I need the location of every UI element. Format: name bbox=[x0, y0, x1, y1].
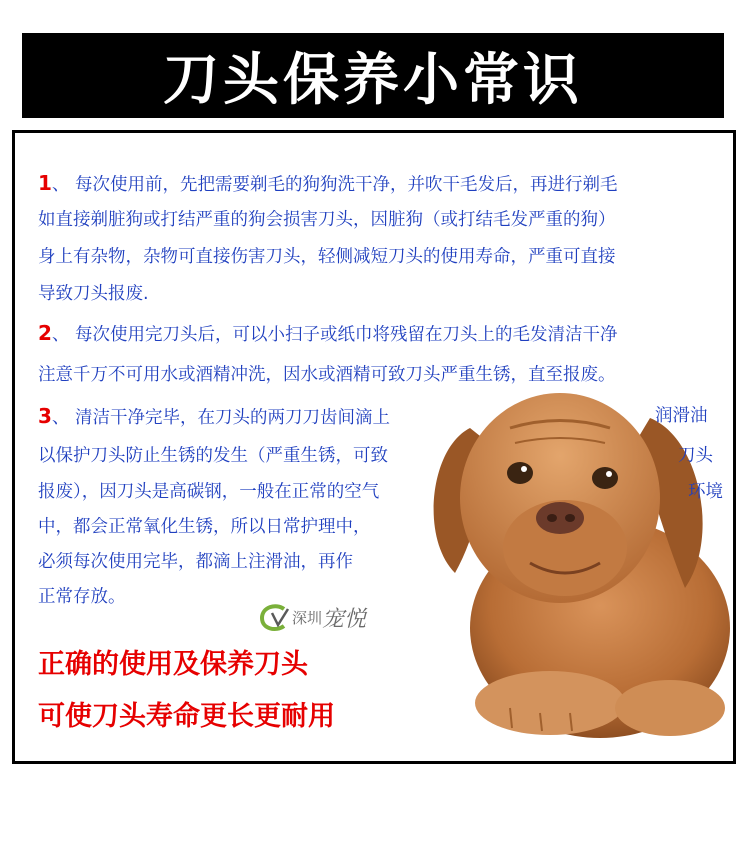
puppy-image bbox=[400, 388, 740, 748]
watermark bbox=[258, 602, 366, 633]
section3-line5: 必须每次使用完毕，都滴上注滑油，再作 bbox=[38, 552, 353, 572]
section3-line3-right: 环境 bbox=[688, 482, 723, 502]
brand-logo-icon bbox=[258, 603, 292, 633]
section3-line1-right: 润滑油 bbox=[655, 406, 708, 426]
slogan-line2: 可使刀头寿命更长更耐用 bbox=[38, 701, 335, 732]
title-banner bbox=[22, 33, 724, 118]
section1-line3: 身上有杂物，杂物可直接伤害刀头，轻侧减短刀头的使用寿命，严重可直接 bbox=[38, 247, 616, 267]
watermark-brand: 宠悦 bbox=[322, 607, 367, 632]
section3-line2-right: 刀头 bbox=[678, 446, 713, 466]
section1-line1: 1、 每次使用前，先把需要剃毛的狗狗洗干净，并吹干毛发后，再进行剃毛 bbox=[38, 171, 618, 195]
page-title: 刀头保养小常识 bbox=[163, 47, 583, 113]
section3-line3: 报废），因刀头是高碳钢，一般在正常的空气 bbox=[38, 482, 380, 502]
slogan-line1: 正确的使用及保养刀头 bbox=[38, 649, 308, 680]
section1-line2: 如直接剃脏狗或打结严重的狗会损害刀头，因脏狗（或打结毛发严重的狗） bbox=[38, 210, 616, 230]
section3-line4: 中，都会正常氧化生锈，所以日常护理中， bbox=[38, 517, 371, 537]
section3-line1: 3、 清洁干净完毕，在刀头的两刀刀齿间滴上 bbox=[38, 404, 390, 428]
watermark-city: 深圳 bbox=[292, 609, 323, 627]
section2-line2: 注意千万不可用水或酒精冲洗，因水或酒精可致刀头严重生锈，直至报废。 bbox=[38, 365, 616, 385]
section3-line2: 以保护刀头防止生锈的发生（严重生锈，可致 bbox=[38, 446, 388, 466]
section1-line4: 导致刀头报废. bbox=[38, 284, 149, 304]
section3-line6: 正常存放。 bbox=[38, 587, 126, 607]
section2-line1: 2、 每次使用完刀头后，可以小扫子或纸巾将残留在刀头上的毛发清洁干净 bbox=[38, 321, 618, 345]
